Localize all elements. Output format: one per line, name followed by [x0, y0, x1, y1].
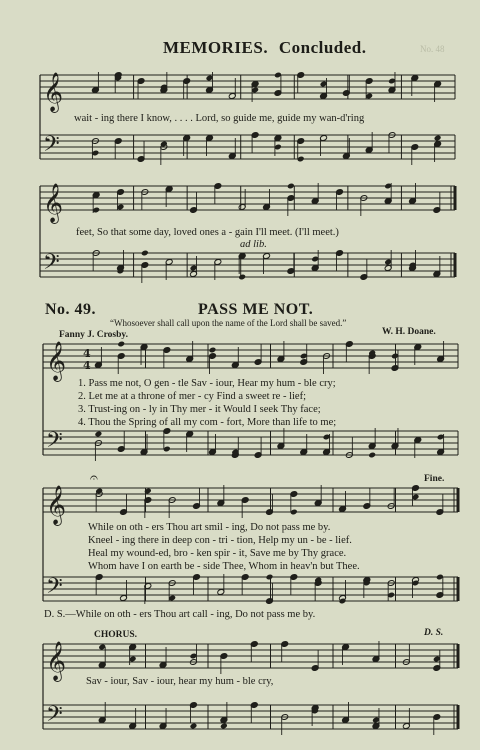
note-head — [94, 431, 102, 438]
treble-clef-icon: 𝄞 — [43, 72, 64, 112]
note-head — [287, 183, 295, 190]
verse-line: 3. Trust-ing on - ly in Thy mer - it Would I seek Thy face; — [78, 404, 321, 415]
hymn-number: No. 49. — [45, 301, 97, 318]
treble-clef-icon: 𝄞 — [43, 183, 64, 223]
song-title-main: MEMORIES. — [163, 38, 269, 57]
verse-line: Kneel - ing there in deep con - tri - tion, Help my un - be - lief. — [88, 535, 352, 546]
note-head — [209, 347, 217, 354]
chorus-label: CHORUS. — [94, 630, 138, 640]
time-signature: 4 — [83, 347, 91, 360]
composer-credit: W. H. Doane. — [382, 327, 436, 337]
treble-clef-icon: 𝄞 — [46, 641, 67, 681]
bass-clef-icon: 𝄢 — [46, 702, 63, 732]
chorus-lyric: Sav - iour, Sav - iour, hear my hum - ble cry, — [86, 676, 274, 687]
lyric-line: wait - ing there I know, . . . . Lord, so guide me, guide my wan-d'ring — [74, 113, 365, 124]
author-credit: Fanny J. Crosby. — [59, 330, 128, 340]
time-signature: 4 — [83, 359, 91, 372]
ds-mark: D. S. — [424, 628, 444, 638]
verse-line: Heal my wound-ed, bro - ken spir - it, Save me by Thy grace. — [88, 548, 347, 559]
bass-clef-icon: 𝄢 — [43, 132, 60, 162]
fermata-icon: 𝄐 — [90, 470, 98, 486]
fine-mark: Fine. — [424, 474, 445, 484]
note-head — [238, 274, 246, 281]
lyric-line: feet, So that some day, loved ones a - gain I'll meet. (I'll meet.) — [76, 227, 339, 238]
verse-line: 1. Pass me not, O gen - tle Sav - iour, Hear my hum - ble cry; — [78, 378, 336, 389]
verse-line: 2. Let me at a throne of mer - cy Find a sweet re - lief; — [78, 391, 306, 402]
verse-line: While on oth - ers Thou art smil - ing, Do not pass me by. — [88, 522, 331, 533]
note-head — [434, 135, 442, 142]
treble-clef-icon: 𝄞 — [46, 341, 67, 381]
bass-clef-icon: 𝄢 — [43, 250, 60, 280]
bass-clef-icon: 𝄢 — [46, 574, 63, 604]
note-head — [190, 723, 198, 730]
bass-clef-icon: 𝄢 — [46, 428, 63, 458]
scripture-quote: “Whosoever shall call upon the name of the Lord shall be saved.” — [110, 318, 347, 328]
page-number: No. 48 — [420, 44, 445, 54]
verse-line: 4. Thou the Spring of all my com - fort, More than life to me; — [78, 417, 337, 428]
song-title-sub: Concluded. — [278, 38, 367, 57]
ad-lib-mark: ad lib. — [240, 239, 267, 250]
note-head — [141, 250, 149, 257]
note-head — [368, 452, 376, 459]
verse-line: Whom have I on earth be - side Thee, Whom in heav'n but Thee. — [88, 561, 360, 572]
note-head — [266, 574, 274, 581]
note-head — [117, 341, 125, 348]
ds-line: D. S.—While on oth - ers Thou art call - ing, Do not pass me by. — [44, 609, 316, 620]
note-head — [220, 723, 228, 730]
treble-clef-icon: 𝄞 — [46, 485, 67, 525]
hymn-title: PASS ME NOT. — [198, 301, 314, 318]
song-title — [163, 38, 367, 58]
